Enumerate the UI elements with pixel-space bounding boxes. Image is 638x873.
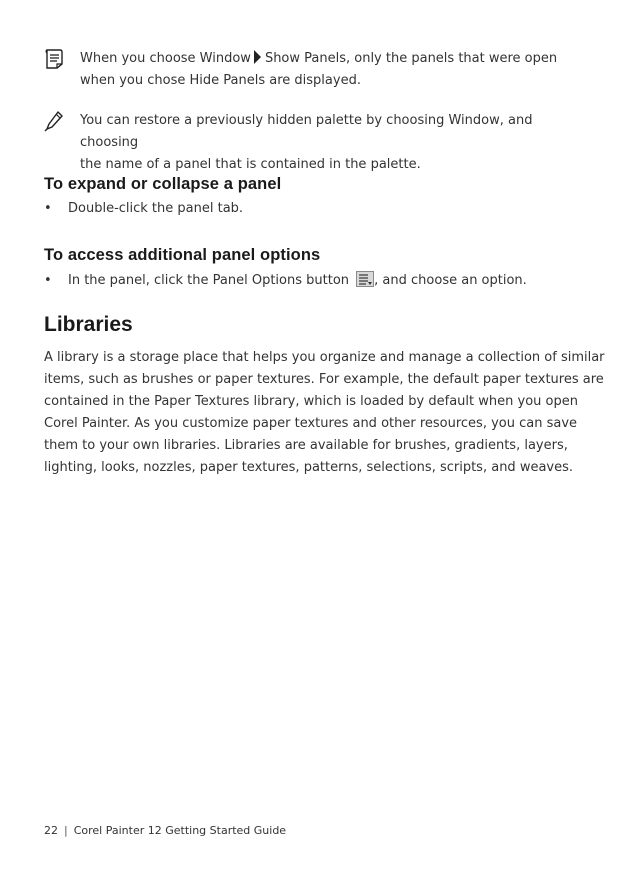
tip-text-line1: You can restore a previously hidden palette by choosing Window, and choosing: [80, 113, 533, 150]
paragraph-line: A library is a storage place that helps you organize and manage a collection of similar: [44, 350, 605, 365]
panel-options-icon: [356, 271, 374, 287]
step-text: [68, 271, 527, 291]
paragraph-line: Corel Painter. As you customize paper textures and other resources, you can save: [44, 416, 578, 431]
section-title: Libraries: [44, 313, 133, 336]
step-text-after: , and choose an option.: [374, 273, 527, 288]
tip-text: [80, 110, 590, 176]
page-number: 22: [44, 824, 58, 837]
footer-separator: |: [64, 824, 68, 837]
tip-text-line2: the name of a panel that is contained in the palette.: [80, 157, 421, 172]
note-text-before: When you choose Window: [80, 51, 251, 66]
step-text-before: In the panel, click the Panel Options button: [68, 273, 350, 288]
bullet-marker: •: [44, 201, 52, 216]
paragraph-line: them to your own libraries. Libraries are available for brushes, gradients, layers,: [44, 438, 568, 453]
bullet-marker: •: [44, 273, 52, 288]
paragraph-line: contained in the Paper Textures library, which is loaded by default when you open: [44, 394, 578, 409]
page-footer: [44, 824, 286, 837]
procedure-heading: To expand or collapse a panel: [44, 175, 282, 193]
section-paragraph: [44, 347, 605, 479]
note-text-after: Show Panels, only the panels that were open: [264, 51, 558, 66]
note-text-line2: when you chose Hide Panels are displayed.: [80, 73, 361, 88]
paragraph-line: items, such as brushes or paper textures. For example, the default paper textures are: [44, 372, 604, 387]
paragraph-line: lighting, looks, nozzles, paper textures, patterns, selections, scripts, and weaves.: [44, 460, 574, 475]
step-text: Double-click the panel tab.: [68, 201, 244, 216]
guide-title: Corel Painter 12 Getting Started Guide: [73, 824, 287, 837]
note-icon: [44, 48, 64, 70]
tip-icon: [44, 110, 64, 132]
submenu-arrow-icon: [254, 50, 261, 64]
procedure-heading: To access additional panel options: [44, 246, 321, 264]
note-text: [80, 48, 590, 92]
